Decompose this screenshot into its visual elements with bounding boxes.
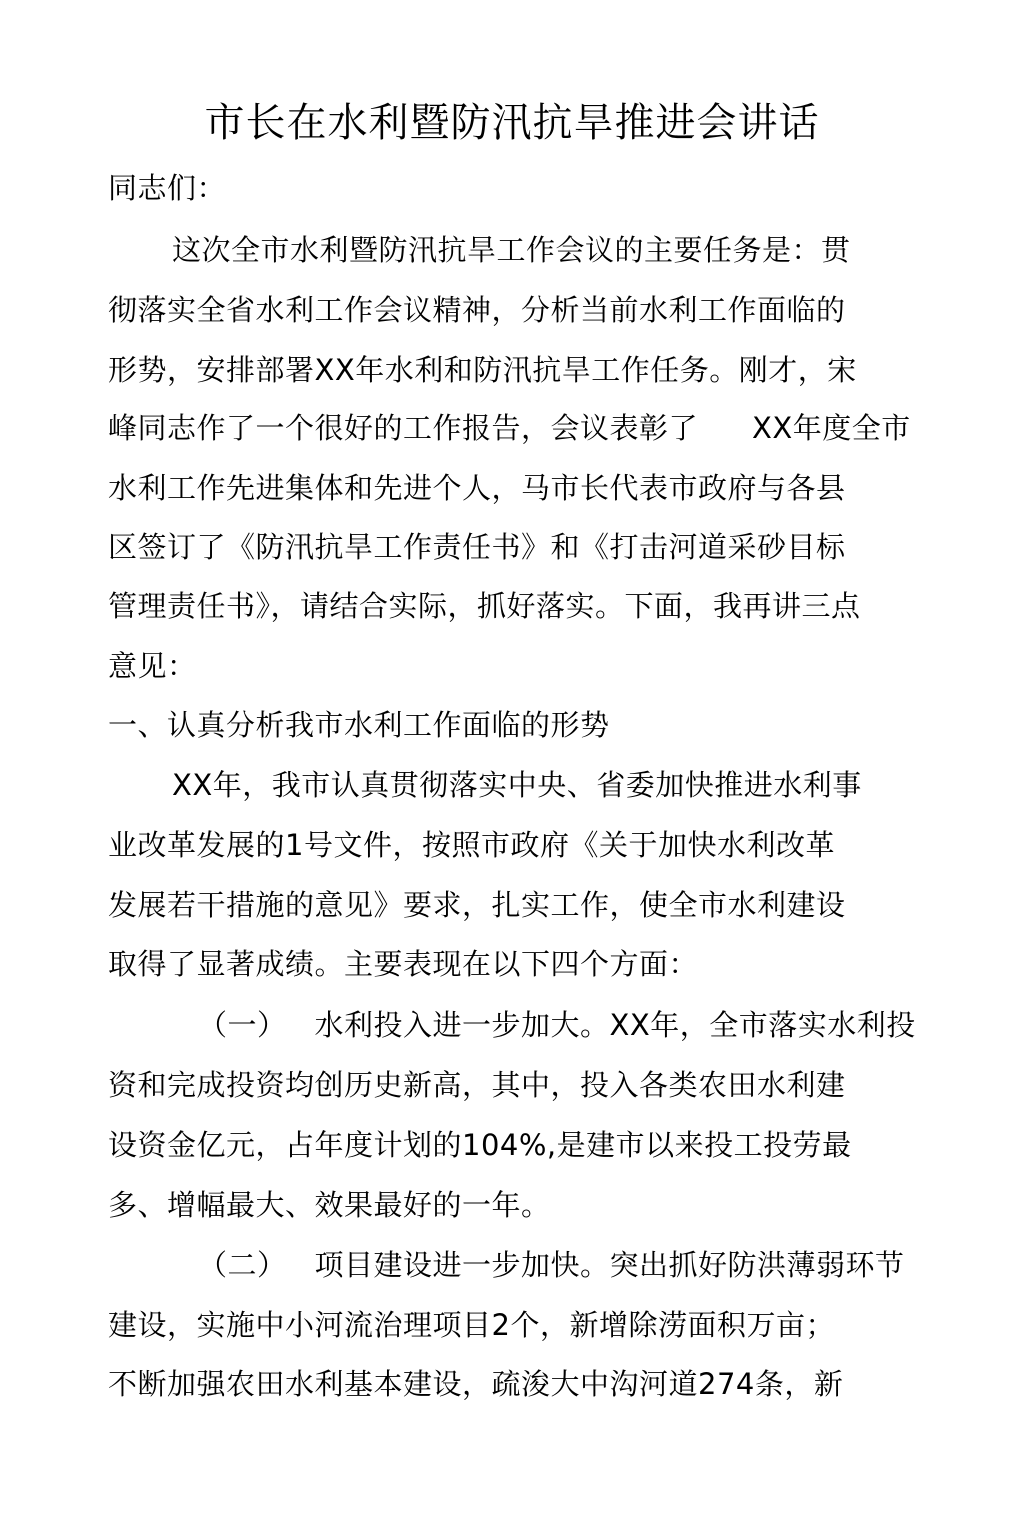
paragraph-2-line-4: 取得了显著成绩。主要表现在以下四个方面： — [108, 947, 699, 981]
paragraph-2-line-2: 业改革发展的1号文件，按照市政府《关于加快水利改革 — [108, 828, 835, 862]
paragraph-1-line-8: 意见： — [108, 649, 197, 683]
paragraph-1-line-3: 形势，安排部署XX年水利和防汛抗旱工作任务。刚才，宋 — [108, 353, 857, 387]
paragraph-1-line-6: 区签订了《防汛抗旱工作责任书》和《打击河道采砂目标 — [108, 530, 846, 564]
item-1-line-1-text: 水利投入进一步加大。XX年，全市落实水利投 — [314, 1008, 916, 1042]
section-heading-1: 一、认真分析我市水利工作面临的形势 — [108, 708, 610, 742]
greeting: 同志们： — [108, 171, 227, 205]
paragraph-1-line-5: 水利工作先进集体和先进个人，马市长代表市政府与各县 — [108, 471, 846, 505]
item-2-number: （二） — [198, 1248, 287, 1282]
item-1-line-4: 多、增幅最大、效果最好的一年。 — [108, 1188, 551, 1222]
paragraph-1-line-4-part-b: XX年度全市 — [752, 411, 911, 445]
paragraph-1-line-7: 管理责任书》，请结合实际，抓好落实。下面，我再讲三点 — [108, 589, 861, 623]
item-1-number: （一） — [198, 1008, 287, 1042]
document-title: 市长在水利暨防汛抗旱推进会讲话 — [204, 100, 820, 146]
paragraph-1-line-4 — [108, 408, 911, 448]
item-2-line-3: 不断加强农田水利基本建设，疏浚大中沟河道274条，新 — [108, 1367, 844, 1401]
item-1-line-1 — [198, 1005, 916, 1045]
paragraph-1-line-1: 这次全市水利暨防汛抗旱工作会议的主要任务是：贯 — [172, 233, 851, 267]
paragraph-1-line-2: 彻落实全省水利工作会议精神，分析当前水利工作面临的 — [108, 293, 846, 327]
paragraph-1-line-4-part-a: 峰同志作了一个很好的工作报告，会议表彰了 — [108, 411, 699, 445]
paragraph-2-line-3: 发展若干措施的意见》要求，扎实工作，使全市水利建设 — [108, 888, 846, 922]
item-1-line-3: 设资金亿元，占年度计划的104%,是建市以来投工投劳最 — [108, 1128, 852, 1162]
item-2-line-2: 建设，实施中小河流治理项目2个，新增除涝面积万亩； — [108, 1308, 835, 1342]
item-2-line-1 — [198, 1245, 905, 1285]
item-2-line-1-text: 项目建设进一步加快。突出抓好防洪薄弱环节 — [314, 1248, 905, 1282]
item-1-line-2: 资和完成投资均创历史新高，其中，投入各类农田水利建 — [108, 1068, 846, 1102]
paragraph-2-line-1: XX年，我市认真贯彻落实中央、省委加快推进水利事 — [172, 768, 862, 802]
